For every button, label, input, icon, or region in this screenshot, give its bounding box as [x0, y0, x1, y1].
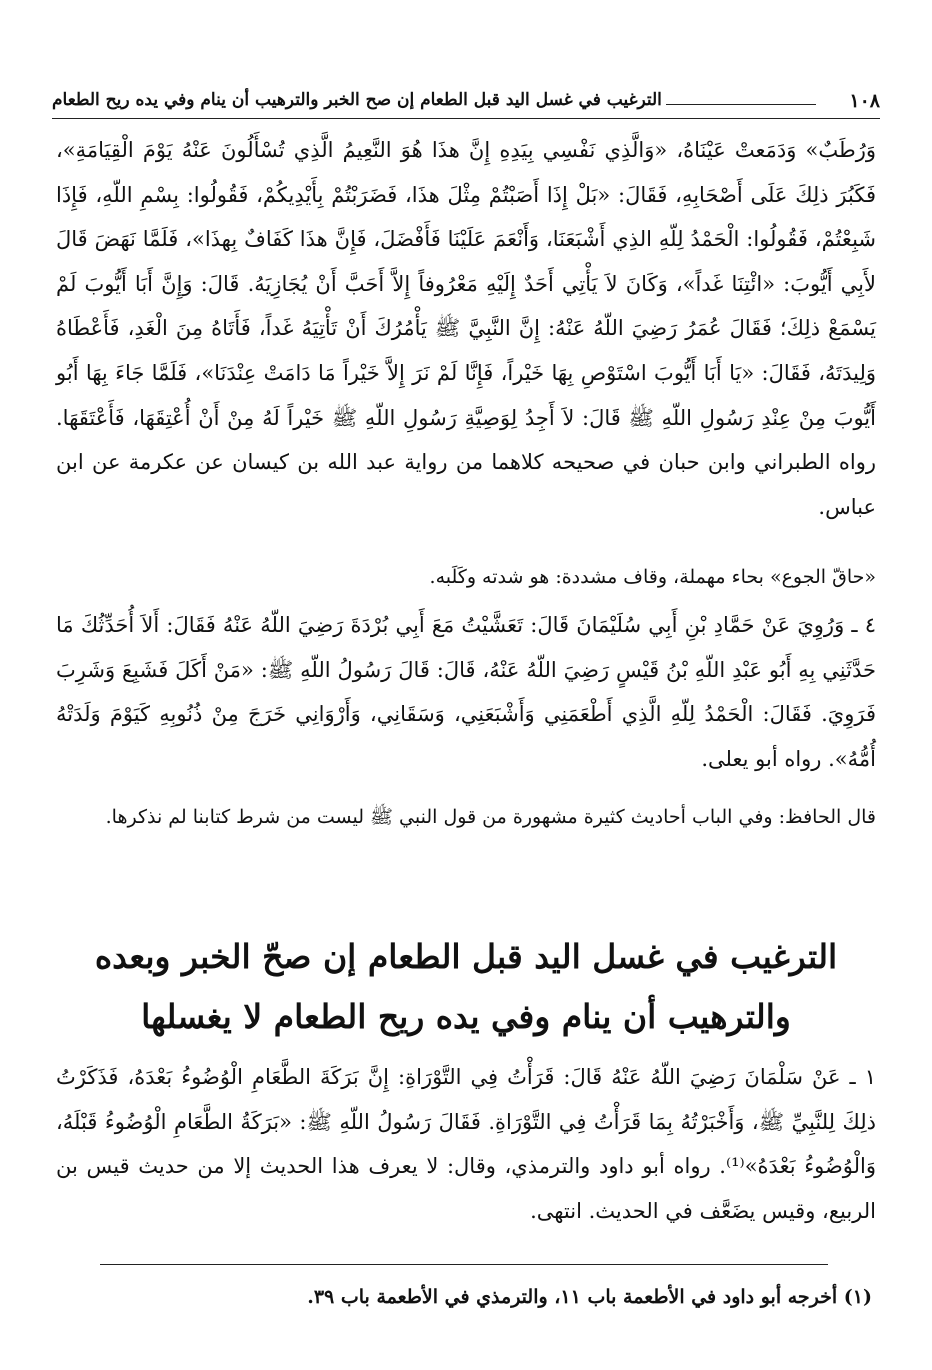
glossary-note: «حاقّ الجوع» بحاء مهملة، وقاف مشددة: هو شدته وكَلَبه. [429, 566, 876, 588]
hafiz-remark: قال الحافظ: وفي الباب أحاديث كثيرة مشهورة من قول النبي ﷺ ليست من شرط كتابنا لم نذكرها. [105, 806, 876, 828]
running-title: الترغيب في غسل اليد قبل الطعام إن صح الخبر والترهيب أن ينام وفي يده ريح الطعام [52, 90, 662, 110]
hadith-paragraph-4: ٤ ـ وَرُوِيَ عَنْ حَمَّادِ بْنِ أَبِي سُلَيْمَانَ قَالَ: تَعَشَّيْتُ مَعَ أَبِي بُرْدَةَ رَضِيَ اللّهُ عَنْهُ فَقَالَ: أَلاَ أُحَدِّثُكَ مَا حَدَّثَنِي بِهِ أَبُو عَبْدِ اللّهِ بْنُ قَيْسٍ رَضِيَ اللّهُ عَنْهُ، قَالَ: قَالَ رَسُولُ اللّهِ ﷺ: «مَنْ أَكَلَ فَشَبِعَ وَشَرِبَ فَرَوِيَ. فَقَالَ: الْحَمْدُ لِلّهِ الَّذِي أَطْعَمَنِي وَأَشْبَعَنِي، وَسَقَانِي، وَأَرْوَانِي خَرَجَ مِنْ ذُنُوبِهِ كَيَوْمَ وَلَدَتْهُ أُمُّهُ». رواه أبو يعلى. [56, 613, 876, 771]
header-dash-rule [666, 104, 816, 105]
hadith-paragraph-1: ١ ـ عَنْ سَلْمَانَ رَضِيَ اللّهُ عَنْهُ قَالَ: قَرَأْتُ فِي التَّوْرَاةِ: إِنَّ بَرَكَةَ الطَّعَامِ الْوُضُوءُ بَعْدَهُ، فَذَكَرْتُ ذلِكَ لِلنَّبِيِّ ﷺ، وَأَخْبَرْتُهُ بِمَا قَرَأْتُ فِي التَّوْرَاةِ. فَقَالَ رَسُولُ اللّهِ ﷺ: «بَرَكَةُ الطَّعَامِ الْوُضُوءُ قَبْلَهُ، وَالْوُضُوءُ بَعْدَهُ»⁽¹⁾. رواه أبو داود والترمذي، وقال: لا يعرف هذا الحديث إلا من حديث قيس بن الربيع، وقيس يضَعَّف في الحديث. انتهى. [56, 1065, 876, 1223]
section-title-line-1: الترغيب في غسل اليد قبل الطعام إن صحّ الخبر وبعده [94, 937, 838, 976]
footnote-divider [100, 1264, 828, 1265]
page-number: ١٠٨ [849, 90, 880, 112]
hadith-paragraph-continued: وَرُطَبٌ» وَدَمَعتْ عَيْنَاهُ، «وَالَّذِي نَفْسِي بِيَدِهِ إِنَّ هذَا هُوَ النَّعِيمُ الَّذِي تُسْأَلُونَ عَنْهُ يَوْمَ الْقِيَامَةِ»، فَكَبُرَ ذلِكَ عَلَى أَصْحَابِهِ، فَقَالَ: «بَلْ إِذَا أَصَبْتُمْ مِثْلَ هذَا، فَضَرَبْتُمْ بِأَيْدِيكُمْ، فَقُولُوا: بِسْمِ اللّهِ، فَإِذَا شَبِعْتُمْ، فَقُولُوا: الْحَمْدُ لِلّهِ الذِي أَشْبَعَنَا، وَأَنْعَمَ عَلَيْنَا فَأَفْضَلَ، فَإِنَّ هذَا كَفَافٌ بِهذَا»، فَلَمَّا نَهَضَ قَالَ لأَبِي أَيُّوبَ: «ائْتِنَا غَداً»، وَكَانَ لاَ يَأْتِي أَحَدٌ إِلَيْهِ مَعْرُوفاً إِلاَّ أَحَبَّ أَنْ يُجَازِيَهُ. قَالَ: وَإِنَّ أَبَا أَيُّوبَ لَمْ يَسْمَعْ ذلِكَ؛ فَقَالَ عُمَرُ رَضِيَ اللّهُ عَنْهُ: إِنَّ النَّبِيَّ ﷺ يَأْمُرُكَ أَنْ تَأْتِيَهُ غَداً، فَأَتَاهُ مِنَ الْغَدِ، فَأَعْطَاهُ وَلِيدَتَهُ، فَقَالَ: «يَا أَبَا أَيُّوبَ اسْتَوْصِ بِهَا خَيْراً، فَإِنَّا لَمْ نَرَ إِلاَّ خَيْراً مَا دَامَتْ عِنْدَنَا»، فَلَمَّا جَاءَ بِهَا أَبُو أَيُّوبَ مِنْ عِنْدِ رَسُولِ اللّهِ ﷺ قَالَ: لاَ أَجِدُ لِوَصِيَّةِ رَسُولِ اللّهِ ﷺ خَيْراً لَهُ مِنْ أَنْ أُعْتِقَهَا، فَأَعْتَقَهَا. رواه الطبراني وابن حبان في صحيحه كلاهما من رواية عبد الله بن كيسان عن عكرمة عن ابن عباس. [56, 138, 876, 519]
running-header [52, 84, 880, 119]
footnote: (١) أخرجه أبو داود في الأطعمة باب ١١، والترمذي في الأطعمة باب ٣٩. [307, 1286, 872, 1308]
section-title-line-2: والترهيب أن ينام وفي يده ريح الطعام لا يغسلها [141, 997, 791, 1036]
